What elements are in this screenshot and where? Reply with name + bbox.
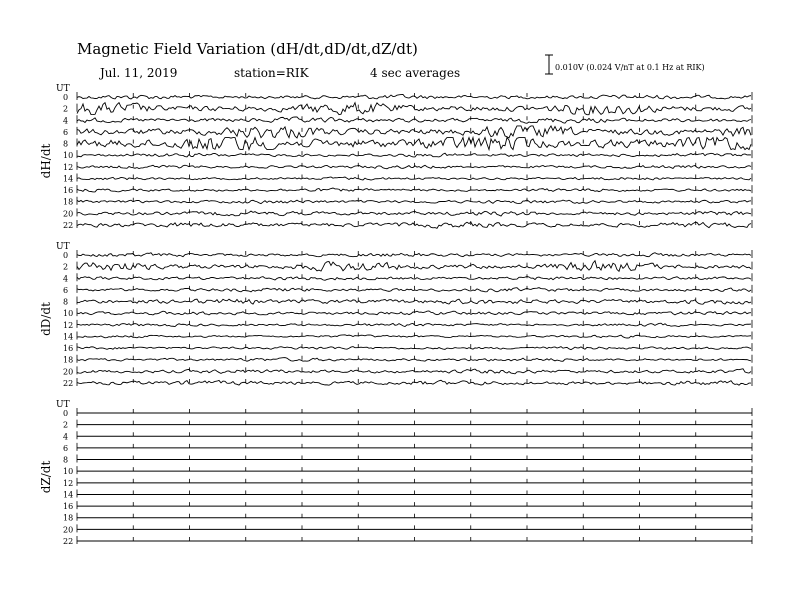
row-label: 2 bbox=[63, 420, 69, 430]
row-label: 0 bbox=[63, 409, 69, 418]
row-label: 10 bbox=[63, 309, 74, 319]
row-label: 12 bbox=[63, 320, 74, 330]
trace-line bbox=[77, 299, 751, 304]
trace-line bbox=[77, 117, 751, 123]
row-label: 12 bbox=[63, 162, 74, 172]
row-label: 16 bbox=[63, 502, 74, 512]
row-label: 16 bbox=[63, 186, 74, 196]
trace-line bbox=[77, 311, 751, 315]
panel-dZ-dt bbox=[39, 400, 752, 546]
trace-line bbox=[77, 94, 751, 98]
hour-ticks bbox=[77, 466, 752, 474]
hour-ticks bbox=[77, 536, 752, 544]
trace-line bbox=[77, 200, 751, 204]
trace-line bbox=[77, 276, 751, 280]
hour-ticks bbox=[77, 513, 752, 521]
hour-ticks bbox=[77, 173, 752, 181]
hour-ticks bbox=[77, 250, 752, 258]
row-label: 22 bbox=[63, 379, 74, 388]
trace-line bbox=[77, 369, 751, 374]
panel-dH-dt bbox=[39, 84, 752, 230]
hour-ticks bbox=[77, 501, 752, 509]
row-label: 22 bbox=[63, 221, 74, 230]
hour-ticks bbox=[77, 273, 752, 281]
hour-ticks bbox=[77, 220, 752, 228]
panel-ylabel: dH/dt bbox=[39, 143, 53, 179]
row-label: 18 bbox=[63, 355, 74, 365]
hour-ticks bbox=[77, 208, 752, 216]
panel-ylabel: dD/dt bbox=[39, 302, 53, 336]
trace-line bbox=[77, 358, 751, 362]
hour-ticks bbox=[77, 297, 752, 305]
hour-ticks bbox=[77, 524, 752, 532]
hour-ticks bbox=[77, 443, 752, 451]
hour-ticks bbox=[77, 185, 752, 193]
trace-line bbox=[77, 138, 751, 150]
trace-line bbox=[77, 153, 751, 157]
hour-ticks bbox=[77, 355, 752, 363]
trace-line bbox=[77, 222, 751, 228]
row-label: 8 bbox=[63, 139, 69, 149]
station-label: station=RIK bbox=[234, 66, 309, 80]
ut-axis-label: UT bbox=[56, 84, 70, 94]
panel-dD-dt bbox=[39, 242, 752, 388]
panels bbox=[39, 84, 752, 546]
panel-ylabel: dZ/dt bbox=[39, 460, 53, 494]
row-label: 0 bbox=[63, 251, 69, 260]
row-label: 10 bbox=[63, 467, 74, 477]
trace-line bbox=[77, 126, 751, 138]
trace-line bbox=[77, 380, 751, 385]
trace-line bbox=[77, 335, 751, 338]
row-label: 4 bbox=[63, 432, 69, 442]
date-label: Jul. 11, 2019 bbox=[100, 66, 178, 80]
row-label: 20 bbox=[63, 525, 74, 535]
row-label: 8 bbox=[63, 297, 69, 307]
hour-ticks bbox=[77, 489, 752, 497]
hour-ticks bbox=[77, 478, 752, 486]
row-label: 0 bbox=[63, 93, 69, 102]
ut-axis-label: UT bbox=[56, 242, 70, 252]
hour-ticks bbox=[77, 455, 752, 463]
row-label: 20 bbox=[63, 209, 74, 219]
trace-line bbox=[77, 288, 751, 292]
hour-ticks bbox=[77, 408, 752, 416]
chart-title: Magnetic Field Variation (dH/dt,dD/dt,dZ/dt) bbox=[77, 40, 418, 58]
hour-ticks bbox=[77, 162, 752, 170]
row-label: 20 bbox=[63, 367, 74, 377]
trace-line bbox=[77, 188, 751, 192]
row-label: 6 bbox=[63, 285, 69, 295]
row-label: 4 bbox=[63, 116, 69, 126]
trace-line bbox=[77, 323, 751, 326]
row-label: 14 bbox=[63, 332, 74, 342]
trace-line bbox=[77, 347, 751, 350]
hour-ticks bbox=[77, 197, 752, 205]
trace-line bbox=[77, 261, 751, 272]
trace-line bbox=[77, 253, 751, 257]
row-label: 2 bbox=[63, 104, 69, 114]
hour-ticks bbox=[77, 308, 752, 316]
ut-axis-label: UT bbox=[56, 400, 70, 410]
scale-label: 0.010V (0.024 V/nT at 0.1 Hz at RIK) bbox=[555, 63, 705, 72]
hour-ticks bbox=[77, 115, 752, 123]
row-label: 14 bbox=[63, 174, 74, 184]
row-label: 6 bbox=[63, 127, 69, 137]
row-label: 10 bbox=[63, 151, 74, 161]
scale-bar bbox=[545, 55, 553, 74]
row-label: 22 bbox=[63, 537, 74, 546]
row-label: 16 bbox=[63, 344, 74, 354]
trace-line bbox=[77, 103, 751, 115]
row-label: 6 bbox=[63, 443, 69, 453]
hour-ticks bbox=[77, 431, 752, 439]
trace-line bbox=[77, 177, 751, 180]
row-label: 8 bbox=[63, 455, 69, 465]
trace-line bbox=[77, 165, 751, 169]
row-label: 18 bbox=[63, 197, 74, 207]
row-label: 12 bbox=[63, 478, 74, 488]
hour-ticks bbox=[77, 92, 752, 100]
hour-ticks bbox=[77, 331, 752, 339]
row-label: 14 bbox=[63, 490, 74, 500]
row-label: 18 bbox=[63, 513, 74, 523]
hour-ticks bbox=[77, 104, 752, 112]
row-label: 4 bbox=[63, 274, 69, 284]
trace-line bbox=[77, 211, 751, 216]
hour-ticks bbox=[77, 420, 752, 428]
row-label: 2 bbox=[63, 262, 69, 272]
averaging-label: 4 sec averages bbox=[370, 66, 461, 80]
